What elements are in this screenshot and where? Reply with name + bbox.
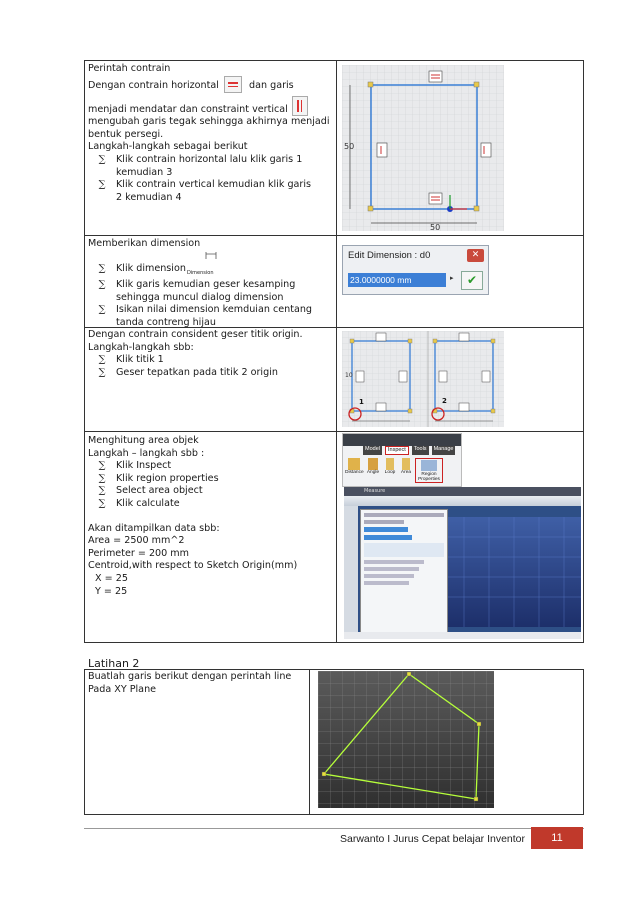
region-properties-button[interactable]: Region Properties (415, 458, 443, 483)
result-line: Akan ditampilkan data sbb: (88, 522, 220, 534)
latihan-instructions (88, 671, 308, 696)
section-title: Perintah contrain (88, 63, 171, 74)
measure-panel-label: Measure (364, 488, 386, 494)
bullet-continuation: kemudian 3 (116, 166, 173, 178)
square-sketch-screenshot (342, 65, 504, 231)
distance-tool[interactable]: Distance (345, 458, 363, 483)
section-title: Dengan contrain consident geser titik origin. (88, 329, 303, 340)
result-line: Y = 25 (95, 585, 128, 597)
footer-text: Sarwanto I Jurus Cepat belajar Inventor (340, 833, 526, 845)
dimension-icon (204, 250, 218, 261)
section-area-text (88, 435, 334, 598)
bullet-continuation: tanda contreng hijau (116, 316, 216, 328)
dialog-title: Edit Dimension : d0 (348, 250, 431, 261)
angle-tool[interactable]: Angle (365, 458, 381, 483)
column-divider (309, 670, 310, 814)
xy-plane-line-screenshot (318, 671, 494, 808)
dimension-icon-label: Dimension (186, 269, 214, 276)
line-sketch-canvas (318, 671, 494, 808)
dimension-label: 50 (430, 223, 441, 231)
bullet-item: ∑ Isikan nilai dimension kemduian centang (98, 304, 313, 316)
dimension-label: 50 (344, 142, 355, 151)
accept-checkmark-button[interactable]: ✔ (461, 271, 483, 290)
page-number-badge: 11 (531, 827, 583, 849)
text-line: menjadi mendatar dan constraint vertical (88, 103, 288, 115)
bullet-item: ∑ Klik garis kemudian geser kesamping (98, 279, 296, 291)
constraint-glyph (429, 71, 442, 82)
footer-rule (84, 828, 584, 829)
bullet-item: ∑ Klik dimension Dimension (88, 263, 334, 280)
bullet-item: ∑ Klik calculate (98, 497, 180, 509)
inspect-ribbon-screenshot (342, 433, 462, 487)
svg-text:1: 1 (359, 398, 364, 406)
section-title: Menghitung area objek (88, 435, 199, 446)
corner-point (474, 82, 479, 87)
bullet-item: ∑ Geser tepatkan pada titik 2 origin (98, 366, 278, 378)
bullet-item: ∑ Klik region properties (98, 472, 219, 484)
text-line: Pada XY Plane (88, 683, 157, 695)
section-constraint-text (88, 63, 334, 204)
bullet-item: ∑ Klik Inspect (98, 460, 172, 472)
text-line: Langkah-langkah sbb: (88, 341, 194, 353)
origin-move-screenshot (342, 331, 504, 427)
bullet-item: ∑ Klik contrain horizontal lalu klik garis 1 (98, 153, 303, 165)
svg-text:10: 10 (345, 372, 353, 379)
horizontal-constraint-icon (224, 76, 242, 93)
result-line: X = 25 (95, 572, 128, 584)
row-divider (85, 431, 583, 432)
ribbon-tools (345, 458, 443, 483)
dimension-value-input[interactable]: 23.0000000 mm (348, 273, 446, 287)
tab-tools[interactable]: Tools (412, 446, 429, 455)
column-divider (336, 61, 337, 642)
vertical-constraint-icon (292, 96, 308, 116)
constraint-glyph (377, 143, 387, 157)
result-line: Perimeter = 200 mm (88, 547, 190, 559)
constraint-glyph (481, 143, 491, 157)
dropdown-arrow-icon[interactable]: ▸ (450, 274, 454, 282)
sketch-canvas (342, 331, 504, 427)
row-divider (85, 235, 583, 236)
latihan-table (84, 669, 584, 815)
close-icon[interactable]: ✕ (467, 249, 484, 262)
bullet-continuation: 2 kemudian 4 (116, 191, 182, 203)
svg-text:2: 2 (442, 397, 447, 405)
text-line: bentuk persegi. (88, 128, 164, 140)
text-line: dan garis (249, 79, 294, 91)
latihan-heading: Latihan 2 (88, 657, 140, 670)
text-line: Buatlah garis berikut dengan perintah line (88, 671, 292, 682)
section-coincident-text (88, 329, 334, 379)
bullet-continuation: sehingga muncul dialog dimension (116, 291, 284, 303)
text-line: mengubah garis tegak sehingga akhirnya menjadi (88, 116, 330, 128)
region-properties-app-screenshot (344, 487, 581, 639)
result-line: Area = 2500 mm^2 (88, 535, 185, 547)
edit-dimension-dialog (342, 245, 489, 295)
main-table (84, 60, 584, 643)
loop-tool[interactable]: Loop (383, 458, 397, 483)
bullet-item: ∑ Klik contrain vertical kemudian klik garis (98, 179, 312, 191)
area-tool[interactable]: Area (399, 458, 413, 483)
corner-point (368, 82, 373, 87)
bullet-item: ∑ Select area object (98, 485, 203, 497)
result-line: Centroid,with respect to Sketch Origin(mm) (88, 560, 298, 572)
region-properties-dialog (360, 509, 448, 637)
section-dimension-text (88, 238, 334, 330)
tab-manage[interactable]: Manage (432, 446, 456, 455)
tab-model[interactable]: Model (363, 446, 382, 455)
bullet-item: ∑ Klik titik 1 (98, 354, 164, 366)
text-line: Langkah-langkah sebagai berikut (88, 141, 248, 153)
text-line: Dengan contrain horizontal (88, 79, 219, 91)
corner-point (474, 206, 479, 211)
section-title: Memberikan dimension (88, 238, 201, 249)
text-line: Langkah – langkah sbb : (88, 447, 205, 459)
ribbon-tab-bar (363, 446, 455, 455)
tab-inspect[interactable]: Inspect (385, 446, 409, 455)
constraint-glyph (429, 193, 442, 204)
sketch-canvas (342, 65, 504, 231)
corner-point (368, 206, 373, 211)
